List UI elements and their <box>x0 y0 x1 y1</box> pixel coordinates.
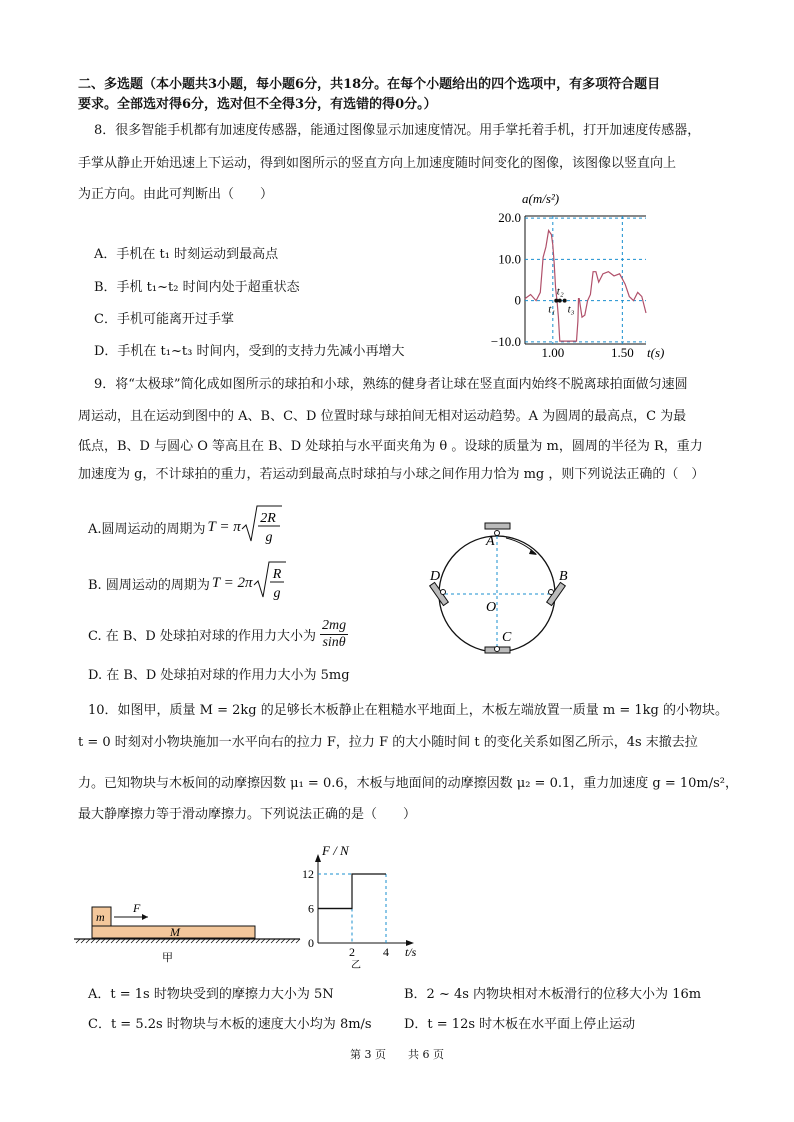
q9-option-b[interactable] <box>88 561 287 605</box>
chart-xlabel: t(s) <box>647 345 664 360</box>
chart-ylabel: a(m/s²) <box>522 191 560 206</box>
q9-option-a[interactable] <box>88 505 283 549</box>
ball-d <box>441 590 446 595</box>
sqrt-symbol <box>241 503 283 551</box>
q8-option-d[interactable]: D．手机在 t₁~t₃ 时间内，受到的支持力先减小再增大 <box>94 344 405 359</box>
force-chart-ticks <box>302 867 389 959</box>
force-y-tick: 12 <box>302 867 314 881</box>
q10-option-c[interactable]: C．t = 5.2s 时物块与木板的速度大小均为 8m/s <box>88 1017 372 1032</box>
q9-option-b-formula: T = 2π <box>211 574 253 591</box>
q9-option-c[interactable] <box>88 614 348 654</box>
q10-stem-line1: 10．如图甲，质量 M = 2kg 的足够长木板静止在粗糙水平地面上，木板左端放置一质量 m = 1kg 的小物块。 <box>88 703 728 718</box>
block-m-label: m <box>96 910 105 924</box>
force-chart-xlabel: t/s <box>405 945 417 959</box>
q9-a-den: g <box>265 530 273 545</box>
time-marker-dot <box>563 299 567 303</box>
chart-y-tick-label: 20.0 <box>498 210 521 226</box>
q9-option-c-text: C. 在 B、D 处球拍对球的作用力大小为 <box>88 628 316 644</box>
racket-top <box>485 523 510 529</box>
ball-a <box>495 531 500 536</box>
chart-y-tick-label: −10.0 <box>490 333 521 349</box>
q9-option-a-formula: T = π <box>207 518 241 535</box>
chart-y-tick-label: 0 <box>514 292 521 308</box>
force-chart-caption: 乙 <box>351 960 361 970</box>
q9-b-den: g <box>273 586 281 601</box>
q8-option-b[interactable]: B．手机 t₁~t₂ 时间内处于超重状态 <box>94 280 300 295</box>
q9-a-num: 2R <box>259 511 276 526</box>
taiji-ball-diagram <box>428 518 578 658</box>
time-markers <box>548 286 574 316</box>
q8-option-c[interactable]: C．手机可能离开过手掌 <box>94 312 234 327</box>
arrow-head-icon <box>529 549 537 555</box>
acceleration-series-line <box>525 231 646 342</box>
chart-y-tick-label: 10.0 <box>498 251 521 267</box>
label-d: D <box>430 569 441 584</box>
q9-b-num: R <box>272 567 281 582</box>
q10-stem-line2: t = 0 时刻对小物块施加一水平向右的拉力 F，拉力 F 的大小随时间 t 的变化关系如图乙所示，4s 末撤去拉 <box>78 735 698 750</box>
figure-jia <box>74 895 304 965</box>
label-c: C <box>502 630 512 645</box>
force-series-line <box>318 874 386 909</box>
q8-stem-line3: 为正方向。由此可判断出（ ） <box>78 187 274 202</box>
force-x-tick: 4 <box>383 945 389 959</box>
y-axis-arrow-icon <box>315 854 321 862</box>
q9-option-b-text: B. 圆周运动的周期为 <box>88 577 210 593</box>
q10-stem-line3: 力。已知物块与木板间的动摩擦因数 μ₁ = 0.6，木板与地面间的动摩擦因数 μ₂ = 0.1，重力加速度 g = 10m/s²， <box>78 776 738 791</box>
time-marker-label: t₂ <box>556 285 564 298</box>
q9-stem-line2: 周运动，且在运动到图中的 A、B、C、D 位置时球与球拍间无相对运动趋势。A 为圆周的最高点，C 为最 <box>78 409 687 424</box>
ball-c <box>495 647 500 652</box>
label-o: O <box>486 600 497 615</box>
q9-option-c-fraction: $\frac{2mg}{\sin\theta}$ <box>322 617 347 650</box>
figure-jia-caption: 甲 <box>162 952 173 964</box>
force-x-tick: 2 <box>349 945 355 959</box>
page-footer: 第 3 页 共 6 页 <box>350 1048 444 1061</box>
q9-stem-line1: 9．将“太极球”简化成如图所示的球拍和小球，熟练的健身者让球在竖直面内始终不脱离球拍面做匀速圆 <box>94 377 688 392</box>
q9-stem-line3: 低点，B、D 与圆心 O 等高且在 B、D 处球拍与水平面夹角为 θ 。设球的质量为 m，圆周的半径为 R，重力 <box>78 439 703 454</box>
chart-x-tick-label: 1.00 <box>541 345 565 360</box>
force-y-tick: 6 <box>308 901 314 916</box>
q9-option-d[interactable]: D. 在 B、D 处球拍对球的作用力大小为 5mg <box>88 668 350 683</box>
q10-option-d[interactable]: D．t = 12s 时木板在水平面上停止运动 <box>404 1017 636 1032</box>
acceleration-chart <box>484 186 664 364</box>
label-b: B <box>559 569 568 584</box>
time-marker-dot <box>558 299 562 303</box>
ball-b <box>549 590 554 595</box>
force-arrow-head-icon <box>142 914 148 920</box>
force-chart-ylabel: F / N <box>322 843 349 858</box>
sqrt-symbol <box>253 559 287 607</box>
q10-stem-line4: 最大静摩擦力等于滑动摩擦力。下列说法正确的是（ ） <box>78 807 417 822</box>
time-marker-dot <box>554 299 558 303</box>
q9-stem-line4: 加速度为 g，不计球拍的重力，若运动到最高点时球拍与小球之间作用力恰为 mg ，则下列说法正确的（ ） <box>78 467 705 482</box>
section-header-line2: 要求。全部选对得6分，选对但不全得3分，有选错的得0分。） <box>78 97 437 112</box>
time-marker-label: t₁ <box>548 303 556 316</box>
board-M-label: M <box>170 925 180 939</box>
chart-grid <box>525 216 646 344</box>
force-time-chart <box>298 838 428 970</box>
q8-option-a[interactable]: A．手机在 t₁ 时刻运动到最高点 <box>94 247 279 262</box>
q8-stem-line2: 手掌从静止开始迅速上下运动，得到如图所示的竖直方向上加速度随时间变化的图像，该图像以竖直向上 <box>78 156 677 171</box>
section-header-line1: 二、多选题（本小题共3小题，每小题6分，共18分。在每个小题给出的四个选项中，有多项符合题目 <box>78 77 661 92</box>
force-y-tick: 0 <box>308 936 314 950</box>
q9-option-a-text: A.圆周运动的周期为 <box>88 521 206 537</box>
time-marker-label: t₃ <box>567 303 575 316</box>
q8-stem-line1: 8．很多智能手机都有加速度传感器，能通过图像显示加速度情况。用手掌托着手机，打开加速度传感器， <box>94 123 701 138</box>
q10-option-b[interactable]: B．2 ~ 4s 内物块相对木板滑行的位移大小为 16m <box>404 987 702 1002</box>
label-a: A <box>486 534 495 549</box>
q10-option-a[interactable]: A．t = 1s 时物块受到的摩擦力大小为 5N <box>88 987 334 1002</box>
chart-x-tick-label: 1.50 <box>610 345 634 360</box>
force-label: F <box>133 901 141 915</box>
